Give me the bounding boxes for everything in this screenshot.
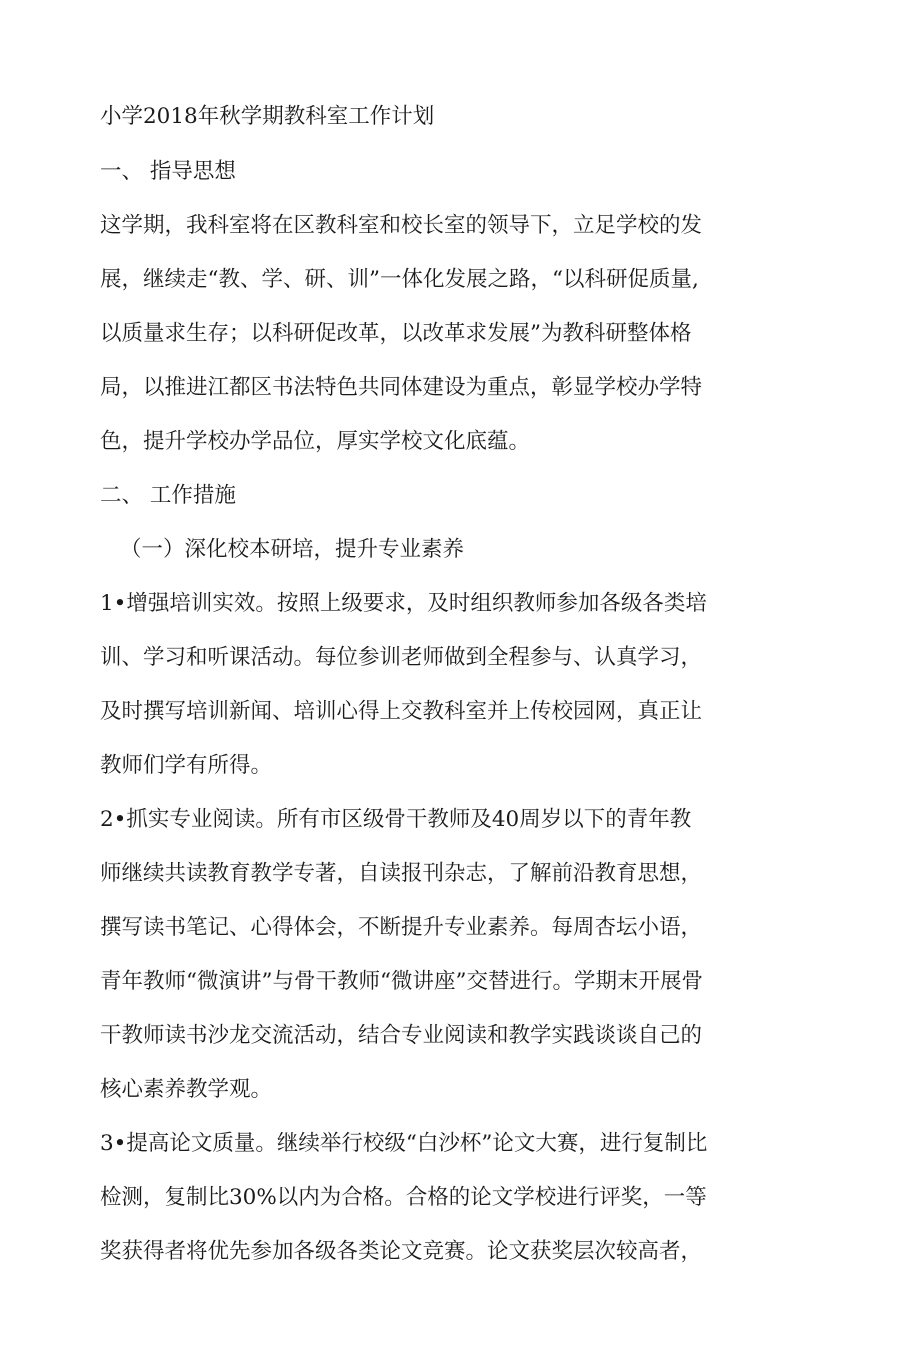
- paragraph-line: 及时撰写培训新闻、培训心得上交教科室并上传校园网，真正让: [100, 699, 703, 724]
- paragraph-line: 青年教师“微演讲”与骨干教师“微讲座”交替进行。学期末开展骨: [100, 969, 703, 994]
- paragraph-line: 局，以推进江都区书法特色共同体建设为重点，彰显学校办学特: [100, 375, 703, 400]
- paragraph-line: 师继续共读教育教学专著，自读报刊杂志，了解前沿教育思想，: [100, 861, 703, 886]
- paragraph-line: 色，提升学校办学品位，厚实学校文化底蕴。: [100, 429, 531, 454]
- document-title: 小学2018年秋学期教科室工作计划: [100, 104, 435, 129]
- paragraph-line: 干教师读书沙龙交流活动，结合专业阅读和教学实践谈谈自己的: [100, 1023, 703, 1048]
- paragraph-line: 这学期，我科室将在区教科室和校长室的领导下，立足学校的发: [100, 213, 703, 238]
- paragraph-line: 3•提高论文质量。继续举行校级“白沙杯”论文大赛，进行复制比: [100, 1131, 708, 1156]
- paragraph-line: 奖获得者将优先参加各级各类论文竞赛。论文获奖层次较高者，: [100, 1239, 703, 1264]
- paragraph-line: 撰写读书笔记、心得体会，不断提升专业素养。每周杏坛小语，: [100, 915, 703, 940]
- section-heading-work-measures: 二、 工作措施: [100, 483, 236, 508]
- section-heading-guiding-ideology: 一、 指导思想: [100, 159, 236, 184]
- paragraph-line: 训、学习和听课活动。每位参训老师做到全程参与、认真学习，: [100, 645, 703, 670]
- paragraph-line: 1•增强培训实效。按照上级要求，及时组织教师参加各级各类培: [100, 591, 707, 616]
- paragraph-line: 2•抓实专业阅读。所有市区级骨干教师及40周岁以下的青年教: [100, 807, 692, 832]
- paragraph-line: 展，继续走“教、学、研、训”一体化发展之路，“以科研促质量,: [100, 267, 699, 292]
- paragraph-line: 检测，复制比30%以内为合格。合格的论文学校进行评奖，一等: [100, 1185, 707, 1210]
- paragraph-line: 教师们学有所得。: [100, 753, 273, 778]
- paragraph-line: 以质量求生存；以科研促改革，以改革求发展”为教科研整体格: [100, 321, 692, 346]
- subsection-heading: （一）深化校本研培，提升专业素养: [120, 537, 465, 562]
- paragraph-line: 核心素养教学观。: [100, 1077, 273, 1102]
